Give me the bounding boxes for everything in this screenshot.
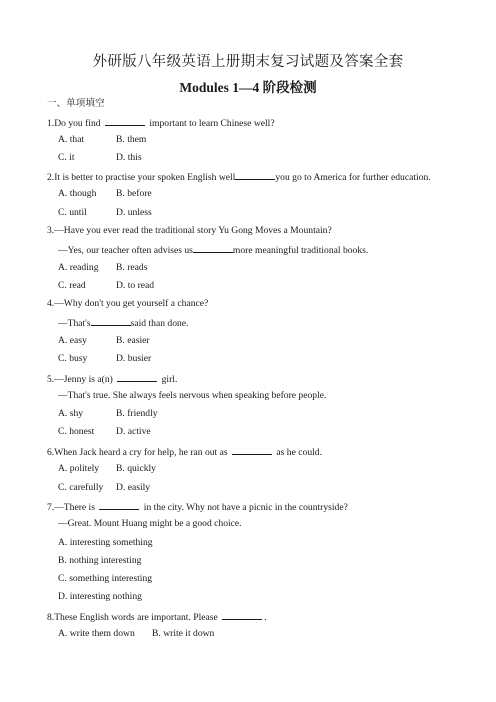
- option-b: B. friendly: [116, 408, 158, 419]
- question-5-response: —That's true. She always feels nervous when speaking before people.: [58, 390, 327, 401]
- question-2-stem: [47, 170, 431, 184]
- question-6-text: 6.When Jack heard a cry for help, he ran out as: [47, 447, 228, 458]
- question-7-text: 7.—There is: [47, 502, 95, 513]
- option-d: D. easily: [116, 482, 151, 493]
- option-a: A. easy: [58, 335, 87, 346]
- question-4-text-end: said than done.: [130, 318, 189, 329]
- option-b: B. before: [116, 188, 152, 199]
- question-4-text: —That's: [58, 318, 91, 329]
- option-a: A. that: [58, 134, 85, 145]
- answer-blank: [193, 243, 233, 253]
- question-1-text: 1.Do you find: [47, 118, 101, 129]
- option-c: C. until: [58, 207, 87, 218]
- answer-blank: [232, 445, 272, 455]
- question-8-stem: [47, 610, 267, 624]
- option-c: C. busy: [58, 353, 88, 364]
- question-1-stem: [47, 116, 275, 130]
- option-a: A. reading: [58, 262, 99, 273]
- option-d: D. to read: [116, 280, 155, 291]
- question-3-response: [58, 243, 368, 257]
- option-a: A. write them down: [58, 628, 135, 639]
- option-c: C. something interesting: [58, 573, 153, 584]
- answer-blank: [222, 610, 262, 620]
- option-d: D. active: [116, 426, 151, 437]
- question-7-response: —Great. Mount Huang might be a good choice.: [58, 518, 242, 529]
- question-3-stem: 3.—Have you ever read the traditional story Yu Gong Moves a Mountain?: [47, 225, 332, 236]
- option-c: C. read: [58, 280, 86, 291]
- option-c: C. carefully: [58, 482, 104, 493]
- question-8-text-end: .: [264, 612, 267, 623]
- option-b: B. easier: [116, 335, 150, 346]
- option-d: D. this: [116, 152, 142, 163]
- answer-blank: [99, 500, 139, 510]
- document-subtitle: Modules 1—4 阶段检测: [179, 80, 317, 95]
- question-5-text: 5.—Jenny is a(n): [47, 374, 113, 385]
- option-b: B. quickly: [116, 463, 156, 474]
- option-b: B. nothing interesting: [58, 555, 142, 566]
- question-6-text-end: as he could.: [276, 447, 322, 458]
- option-b: B. reads: [116, 262, 148, 273]
- question-7-text-end: in the city. Why not have a picnic in the countryside?: [143, 502, 348, 513]
- question-7-stem: [47, 500, 348, 514]
- document-title: 外研版八年级英语上册期末复习试题及答案全套: [92, 54, 404, 70]
- answer-blank: [105, 116, 145, 126]
- option-d: D. interesting nothing: [58, 591, 142, 602]
- option-a: A. shy: [58, 408, 84, 419]
- option-a: A. politely: [58, 463, 100, 474]
- question-4-response: [58, 316, 188, 330]
- answer-blank: [117, 372, 157, 382]
- option-c: C. it: [58, 152, 75, 163]
- question-4-stem: 4.—Why don't you get yourself a chance?: [47, 298, 209, 309]
- option-d: D. unless: [116, 207, 152, 218]
- answer-blank: [235, 170, 275, 180]
- question-3-text-end: more meaningful traditional books.: [232, 245, 369, 256]
- option-b: B. write it down: [152, 628, 215, 639]
- section-heading: 一、单项填空: [47, 98, 105, 109]
- question-2-text-end: you go to America for further education.: [275, 172, 431, 183]
- question-3-text: —Yes, our teacher often advises us: [58, 245, 193, 256]
- question-8-text: 8.These English words are important. Please: [47, 612, 218, 623]
- option-c: C. honest: [58, 426, 95, 437]
- question-5-text-end: girl.: [161, 374, 178, 385]
- option-d: D. busier: [116, 353, 152, 364]
- question-6-stem: [47, 445, 322, 459]
- answer-blank: [91, 316, 131, 326]
- option-b: B. them: [116, 134, 147, 145]
- option-a: A. interesting something: [58, 537, 153, 548]
- question-1-text-end: important to learn Chinese well?: [149, 118, 275, 129]
- option-a: A. though: [58, 188, 97, 199]
- question-5-stem: [47, 372, 177, 386]
- question-2-text: 2.It is better to practise your spoken English well: [47, 172, 236, 183]
